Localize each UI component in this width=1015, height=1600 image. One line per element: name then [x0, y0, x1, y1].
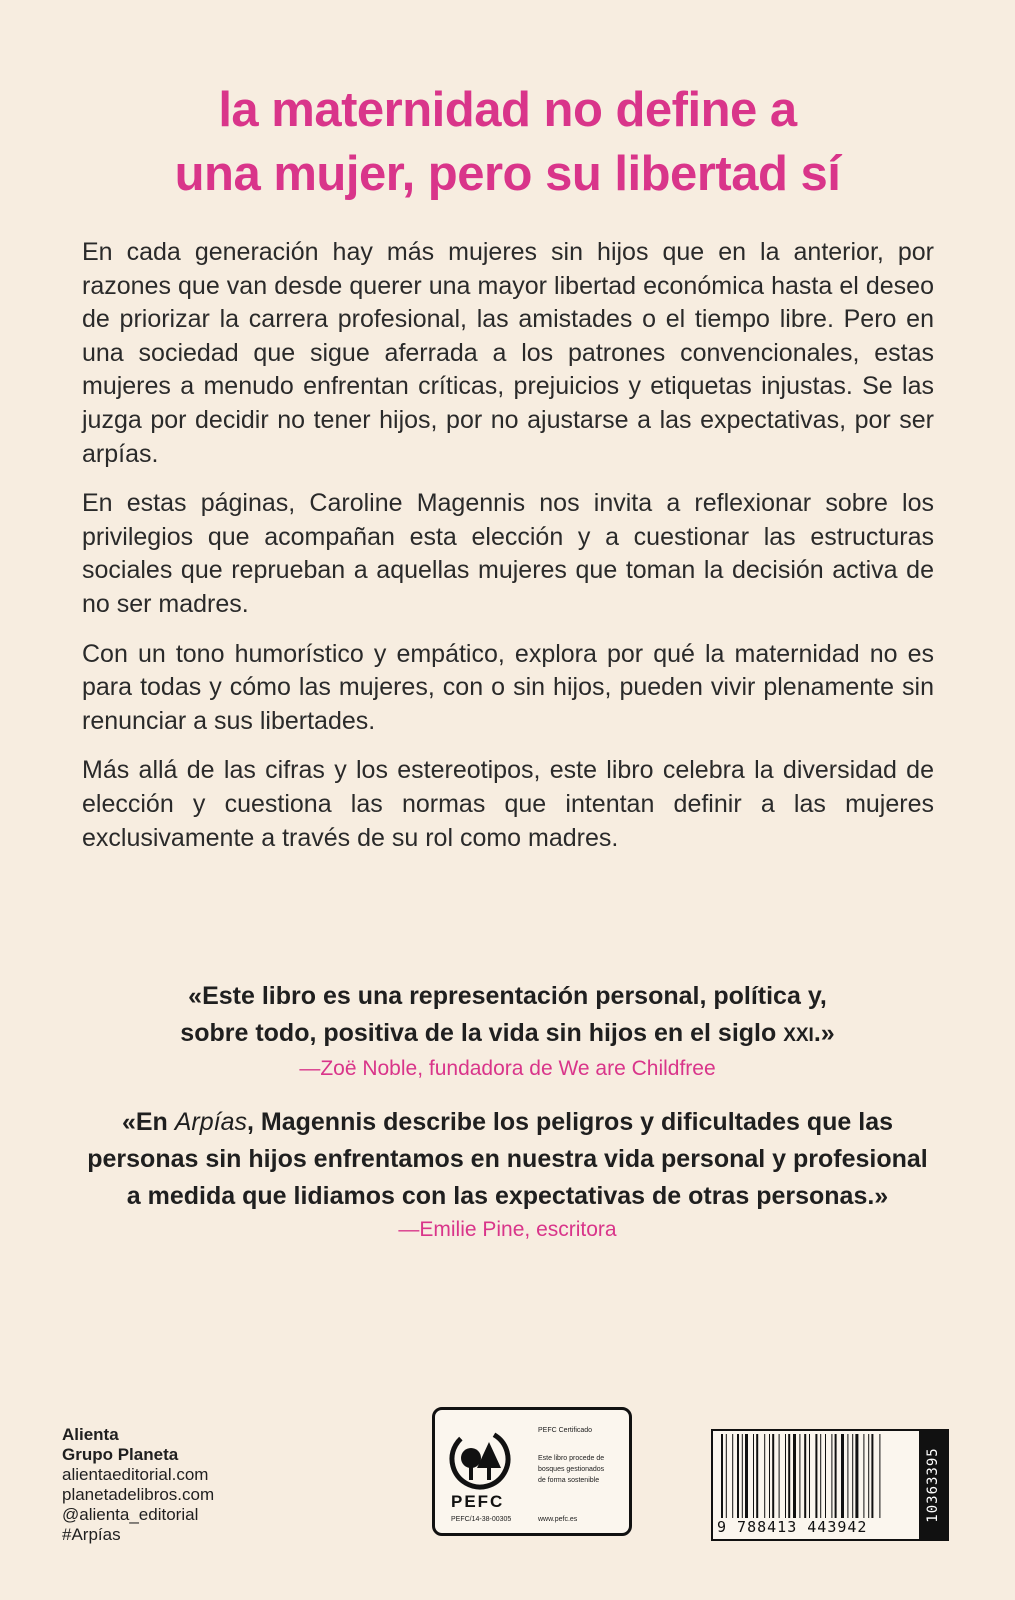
publisher-handle: @alienta_editorial [62, 1505, 199, 1524]
barcode-bar [847, 1434, 848, 1520]
synopsis-paragraph-1: En cada generación hay más mujeres sin hijos que en la anterior, por razones que van desde querer una mayor libertad económica hasta el deseo de priorizar la carrera profesional, las amistades o el tiempo libre. Pero en una sociedad que sigue aferrada a los patrones convencionales, estas mujeres a menudo enfrentan críticas, prejuicios y etiquetas injustas. Se las juzga por decidir no tener hijos, por no ajustarse a las expectativas, por ser arpías. [82, 238, 934, 468]
barcode-bar [753, 1434, 754, 1520]
blurb-1-line-1: «Este libro es una representación personal, política y, [188, 982, 827, 1010]
barcode-bar [820, 1434, 821, 1520]
barcode-bar [868, 1434, 869, 1520]
barcode-bar [764, 1434, 765, 1520]
blurb-1-century: XXI [783, 1025, 814, 1046]
headline-line-1: la maternidad no define a [218, 83, 797, 137]
publisher-group: Grupo Planeta [62, 1445, 179, 1464]
pefc-badge [432, 1407, 632, 1536]
synopsis [82, 236, 934, 871]
blurb-1-attribution: —Zoë Noble, fundadora de We are Childfree [299, 1057, 716, 1080]
pefc-certified: PEFC Certificado [538, 1427, 593, 1434]
barcode-bar [732, 1434, 733, 1520]
synopsis-paragraph-3: Con un tono humorístico y empático, explora por qué la maternidad no es para todas y cómo las mujeres, con o sin hijos, pueden vivir plenamente sin renunciar a sus libertades. [82, 639, 934, 735]
barcode-bar [721, 1434, 723, 1520]
blurb-2 [60, 1104, 955, 1245]
pefc-code: PEFC/14-38-00305 [451, 1516, 512, 1523]
barcode-bar [793, 1434, 796, 1520]
pefc-text-3: de forma sostenible [538, 1477, 600, 1484]
barcode-side-code: 10363395 [925, 1447, 941, 1523]
isbn-number: 9 788413 443942 [717, 1518, 917, 1536]
barcode-bar [742, 1434, 743, 1520]
pefc-tree-logo-icon [449, 1428, 511, 1490]
barcode-bars [717, 1434, 917, 1520]
blurb-1 [60, 978, 955, 1084]
headline-line-2: una mujer, pero su libertad sí [174, 147, 841, 201]
headline [0, 78, 1015, 206]
pefc-text-1: Este libro procede de [538, 1455, 605, 1462]
publisher-site-1: alientaeditorial.com [62, 1465, 209, 1484]
publisher-imprint [62, 1425, 214, 1545]
barcode-bar [809, 1434, 810, 1520]
barcode-bar [871, 1434, 873, 1520]
barcode-bar [799, 1434, 800, 1520]
pefc-text-2: bosques gestionados [538, 1466, 605, 1473]
blurb-2-line-1-end: , Magennis describe los peligros y dificultades que las [247, 1108, 894, 1136]
pefc-url: www.pefc.es [538, 1516, 578, 1523]
barcode-side-panel [919, 1431, 947, 1539]
barcode-bar [785, 1434, 786, 1520]
blurb-1-line-2-end: .» [813, 1019, 835, 1047]
blurb-2-line-2: personas sin hijos enfrentamos en nuestra vida personal y profesional [87, 1145, 928, 1173]
blurbs [60, 978, 955, 1265]
barcode-bar [804, 1434, 806, 1520]
barcode-bar [815, 1434, 817, 1520]
barcode-bar [879, 1434, 880, 1520]
barcode-bar [825, 1434, 826, 1520]
barcode-bar [831, 1434, 832, 1520]
publisher-name: Alienta [62, 1425, 119, 1444]
blurb-2-line-1-start: «En [121, 1108, 175, 1136]
barcode-bar [841, 1434, 844, 1520]
blurb-2-line-3: a medida que lidiamos con las expectativas de otras personas.» [126, 1182, 889, 1210]
blurb-2-book-title: Arpías [174, 1108, 248, 1136]
barcode-bar [835, 1434, 837, 1520]
barcode-bar [737, 1434, 739, 1520]
barcode-bar [852, 1434, 853, 1520]
blurb-1-line-2 [60, 1015, 955, 1054]
publisher-hashtag: #Arpías [62, 1525, 121, 1544]
synopsis-paragraph-4: Más allá de las cifras y los estereotipos, este libro celebra la diversidad de elección y cuestiona las normas que intentan definir a las mujeres exclusivamente a través de su rol como madres. [82, 756, 934, 852]
barcode-bar [769, 1434, 770, 1520]
synopsis-paragraph-2: En estas páginas, Caroline Magennis nos invita a reflexionar sobre los privilegios que acompañan esta elección y a cuestionar las estructuras sociales que reprueban a aquellas mujeres que toman la decisión activa de no ser madres. [82, 489, 934, 618]
pefc-logo-word: PEFC [451, 1492, 505, 1511]
publisher-site-2: planetadelibros.com [62, 1485, 215, 1504]
barcode-bar [855, 1434, 858, 1520]
blurb-2-attribution: —Emilie Pine, escritora [398, 1218, 617, 1241]
isbn-barcode [711, 1429, 949, 1541]
barcode-bar [745, 1434, 748, 1520]
barcode-bar [756, 1434, 758, 1520]
barcode-bar [779, 1434, 780, 1520]
barcode-bar [726, 1434, 727, 1520]
barcode-bar [863, 1434, 864, 1520]
barcode-bar [772, 1434, 774, 1520]
blurb-2-line-1 [60, 1104, 955, 1141]
barcode-bar [788, 1434, 790, 1520]
blurb-1-line-2-text: sobre todo, positiva de la vida sin hijos en el siglo [180, 1019, 784, 1047]
